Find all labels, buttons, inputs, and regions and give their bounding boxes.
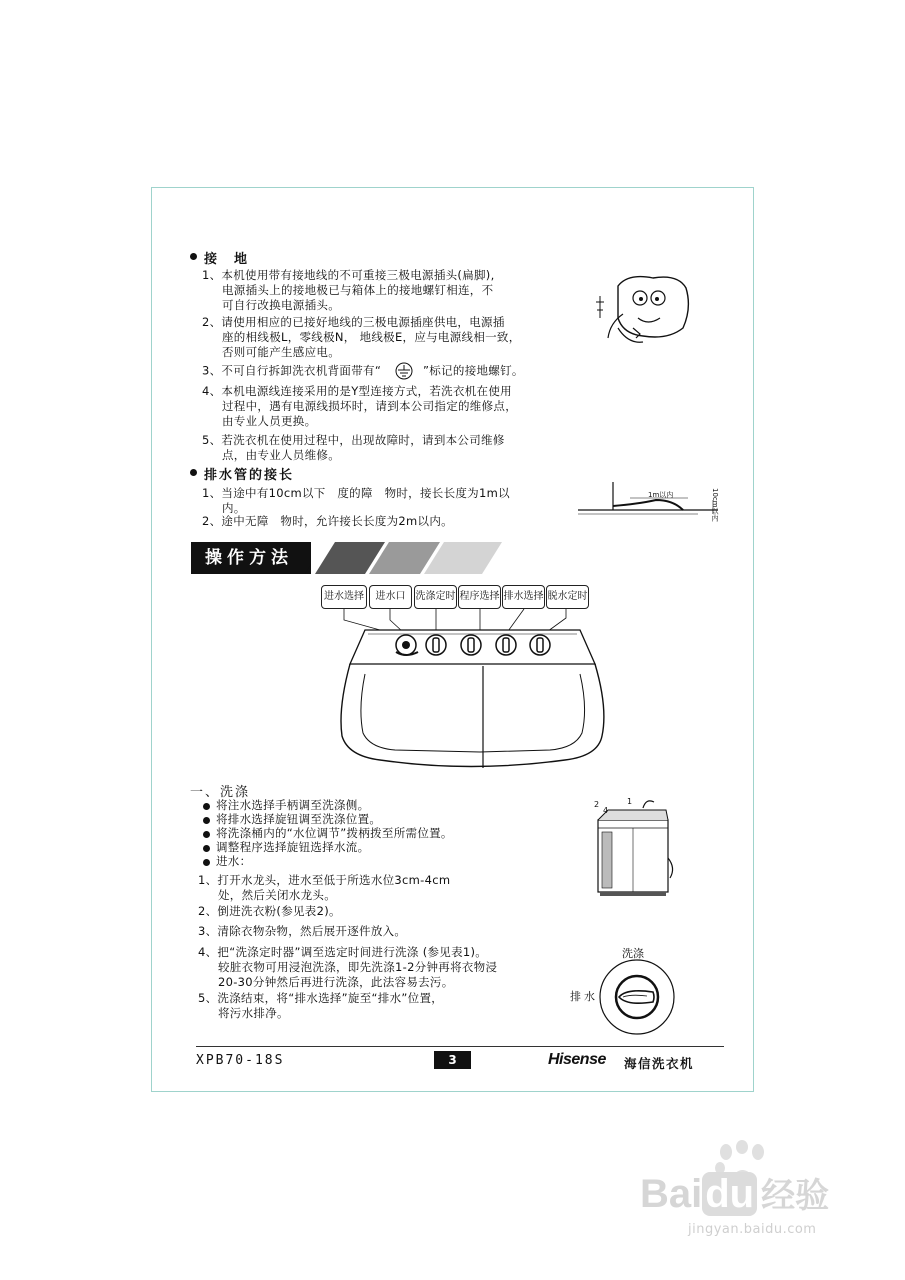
fig-number-4: 4 (603, 806, 609, 815)
fig-number-2: 2 (594, 800, 600, 809)
washing-machine-top-diagram (330, 608, 620, 780)
watermark-url: jingyan.baidu.com (688, 1222, 817, 1237)
knob-label-drain: 排水 (570, 990, 598, 1003)
page-number: 3 (434, 1051, 471, 1069)
bullet-icon (203, 831, 210, 838)
grounding-item-5: 5、若洗衣机在使用过程中，出现故障时，请到本公司维修 点，由专业人员维修。 (202, 433, 505, 462)
drain-select-knob-diagram (597, 958, 677, 1036)
bullet-icon (203, 803, 210, 810)
wash-step-2: 2、倒进洗衣粉(参见表2)。 (198, 904, 341, 918)
wash-step-1: 1、打开水龙头，进水至低于所选水位3cm-4cm 处，然后关闭水龙头。 (198, 873, 451, 902)
bullet-icon (203, 859, 210, 866)
grounding-item-4: 4、本机电源线连接采用的是Y型连接方式，若洗衣机在使用 过程中，遇有电源线损坏时，请到本公司指定的维修点， 由专业人员更换。 (202, 384, 517, 428)
drain-hose-diagram (578, 478, 723, 528)
wash-bullet-5: 进水： (216, 854, 252, 868)
bullet-icon (190, 253, 197, 260)
model-number: XPB70-18S (196, 1053, 285, 1068)
grounding-item-1: 1、本机使用带有接地线的不可重接三极电源插头(扁脚), 电源插头上的接地极已与箱体上的接地螺钉相连，不 可自行改换电源插头。 (202, 268, 495, 312)
wash-step-4: 4、把“洗涤定时器”调至选定时间进行洗涤 (参见表1)。 较脏衣物可用浸泡洗涤，即先洗涤1-2分钟再将衣物浸 20-30分钟然后再进行洗涤，此法容易去污。 (198, 945, 498, 989)
grounding-item-2: 2、请使用相应的已接好地线的三极电源插座供电，电源插 座的相线极L，零线极N， 地线极E，应与电源线相一致， 否则可能产生感应电。 (202, 315, 521, 359)
wash-step-3: 3、清除衣物杂物，然后展开逐件放入。 (198, 924, 407, 938)
footer-rule (196, 1046, 724, 1047)
drain-item-2: 2、途中无障 物时，允许接长长度为2m以内。 (202, 514, 453, 528)
drain-item-1: 1、当途中有10cm以下 度的障 物时，接长长度为1m以 内。 (202, 486, 510, 515)
control-label-drain-select: 排水选择 (502, 585, 545, 609)
grounding-item-3: 3、不可自行拆卸洗衣机背面带有“ ”标记的接地螺钉。 (202, 362, 524, 380)
brand-chinese-name: 海信洗衣机 (624, 1056, 695, 1071)
wash-bullet-2: 将排水选择旋钮调至洗涤位置。 (216, 812, 382, 826)
ground-symbol-icon (393, 362, 415, 380)
knob-label-wash: 洗涤 (622, 947, 644, 960)
watermark-logo: Baidu 经验 (640, 1172, 830, 1216)
wash-title: 一、洗涤 (190, 785, 251, 800)
bullet-icon (190, 469, 197, 476)
plug-cartoon-illustration (588, 268, 698, 348)
bullet-icon (203, 845, 210, 852)
drain-label-height: 10cm以内 (711, 488, 719, 522)
washing-machine-side-illustration (588, 798, 678, 898)
bullet-icon (203, 817, 210, 824)
wash-bullet-4: 调整程序选择旋钮选择水流。 (216, 840, 370, 854)
control-label-spin-timer: 脱水定时 (546, 585, 589, 609)
fig-number-1: 1 (627, 797, 633, 806)
operation-banner-title: 操作方法 (191, 542, 311, 574)
grounding-title: 接 地 (204, 252, 250, 267)
brand-logo: Hisense (548, 1051, 606, 1068)
control-label-water-inlet: 进水口 (369, 585, 412, 609)
drain-label-length: 1m以内 (648, 491, 674, 499)
drain-title: 排水管的接长 (204, 468, 295, 483)
wash-bullet-3: 将洗涤桶内的“水位调节”拨柄拨至所需位置。 (216, 826, 453, 840)
control-label-program-select: 程序选择 (458, 585, 501, 609)
control-label-wash-timer: 洗涤定时 (414, 585, 457, 609)
banner-stripes (305, 542, 505, 574)
wash-step-5: 5、洗涤结束，将“排水选择”旋至“排水”位置， 将污水排净。 (198, 991, 444, 1020)
wash-bullet-1: 将注水选择手柄调至洗涤侧。 (216, 798, 370, 812)
control-label-water-inlet-select: 进水选择 (321, 585, 367, 609)
